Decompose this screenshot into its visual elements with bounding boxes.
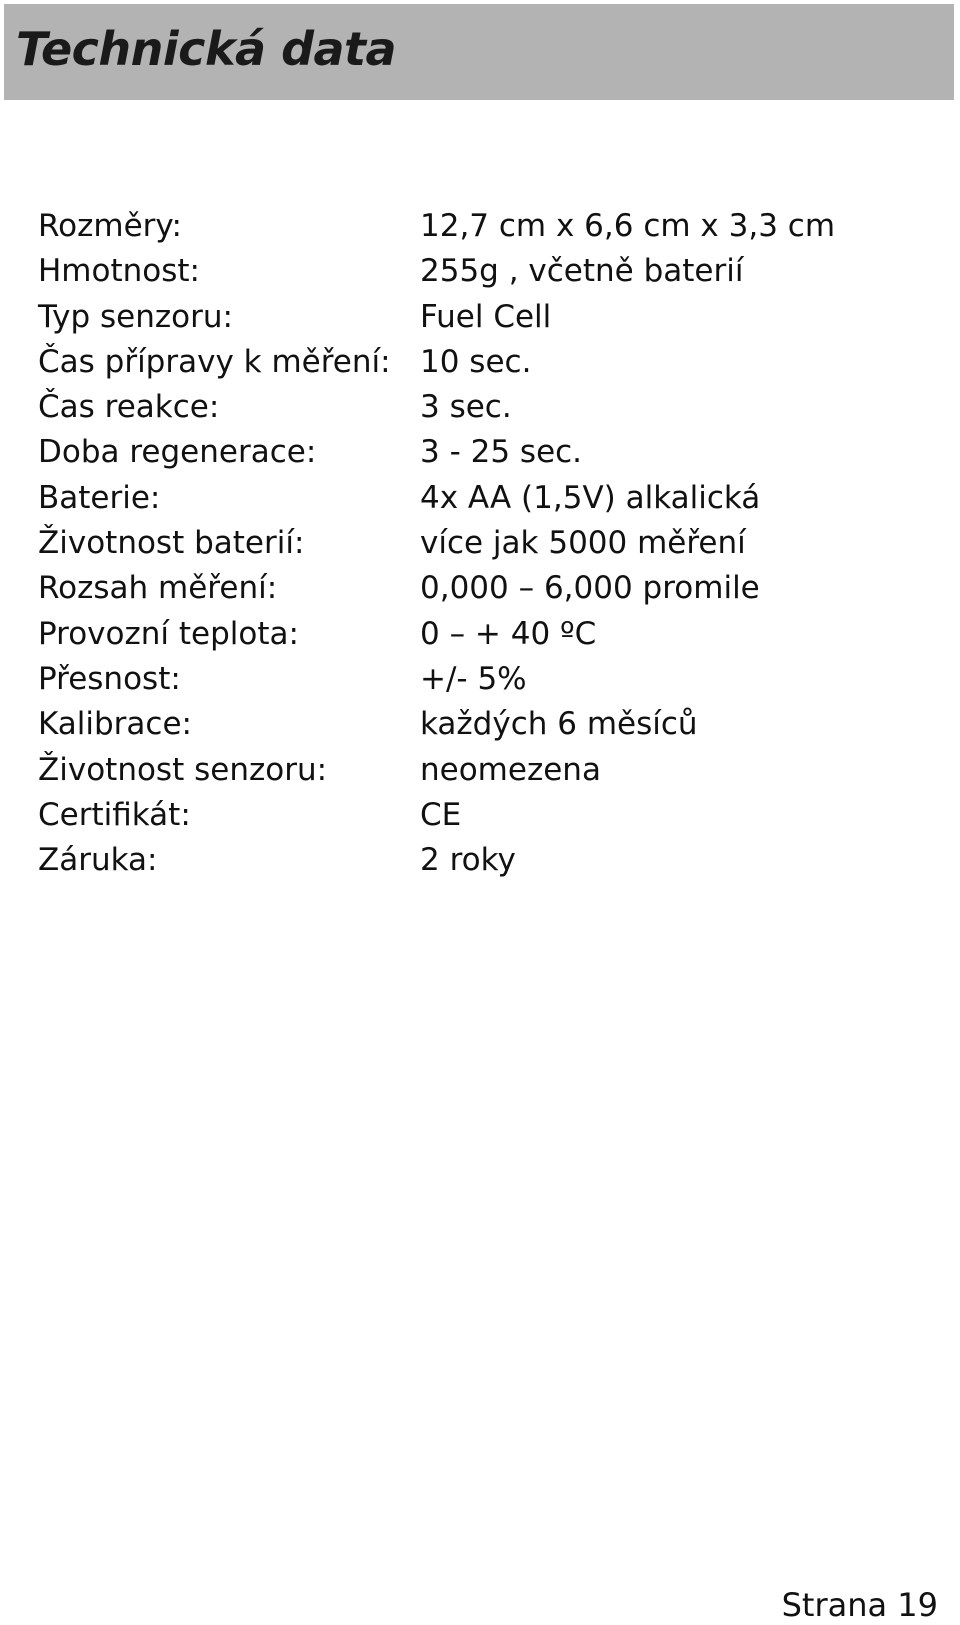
spec-label: Rozsah měření: [38,570,278,607]
spec-label: Čas přípravy k měření: [38,343,391,380]
spec-label: Životnost senzoru: [38,751,328,788]
spec-label: Typ senzoru: [38,298,233,335]
spec-value: 2 roky [420,842,516,879]
spec-label: Certifikát: [38,796,191,833]
spec-value: více jak 5000 měření [420,525,746,562]
spec-value: neomezena [420,751,601,788]
spec-row-sensor-life [38,748,918,793]
spec-row-certificate [38,793,918,838]
spec-label: Kalibrace: [38,706,192,743]
spec-row-warranty [38,838,918,883]
spec-row-dimensions [38,204,918,249]
spec-value: CE [420,796,462,833]
spec-label: Hmotnost: [38,253,200,290]
spec-row-battery-life [38,521,918,566]
spec-row-accuracy [38,657,918,702]
spec-row-operating-temperature [38,612,918,657]
spec-label: Baterie: [38,479,161,516]
spec-row-sensor-type [38,295,918,340]
spec-value: 12,7 cm x 6,6 cm x 3,3 cm [420,208,836,244]
spec-row-weight [38,249,918,294]
spec-label: Rozměry: [38,208,182,244]
spec-value: 0,000 – 6,000 promile [420,570,760,607]
spec-value: 3 sec. [420,389,512,426]
spec-value: +/- 5% [420,660,527,697]
title-bar [4,4,954,100]
spec-value: 3 - 25 sec. [420,434,583,471]
spec-table [38,204,918,883]
spec-value: Fuel Cell [420,298,552,335]
page-title: Technická data [16,22,397,76]
spec-row-calibration [38,702,918,747]
spec-label: Provozní teplota: [38,615,299,652]
spec-label: Přesnost: [38,660,181,697]
spec-row-measuring-range [38,566,918,611]
spec-value: 4x AA (1,5V) alkalická [420,479,761,516]
spec-value: každých 6 měsíců [420,706,698,743]
spec-label: Životnost baterií: [38,525,305,562]
spec-label: Čas reakce: [38,389,220,426]
spec-row-response-time [38,385,918,430]
spec-row-recovery-time [38,430,918,475]
spec-row-batteries [38,476,918,521]
spec-value: 10 sec. [420,343,532,380]
spec-label: Záruka: [38,842,158,879]
spec-label: Doba regenerace: [38,434,317,471]
spec-row-warmup-time [38,340,918,385]
spec-value: 0 – + 40 ºC [420,615,597,652]
page-number: Strana 19 [781,1586,938,1624]
spec-value: 255g , včetně baterií [420,253,744,290]
